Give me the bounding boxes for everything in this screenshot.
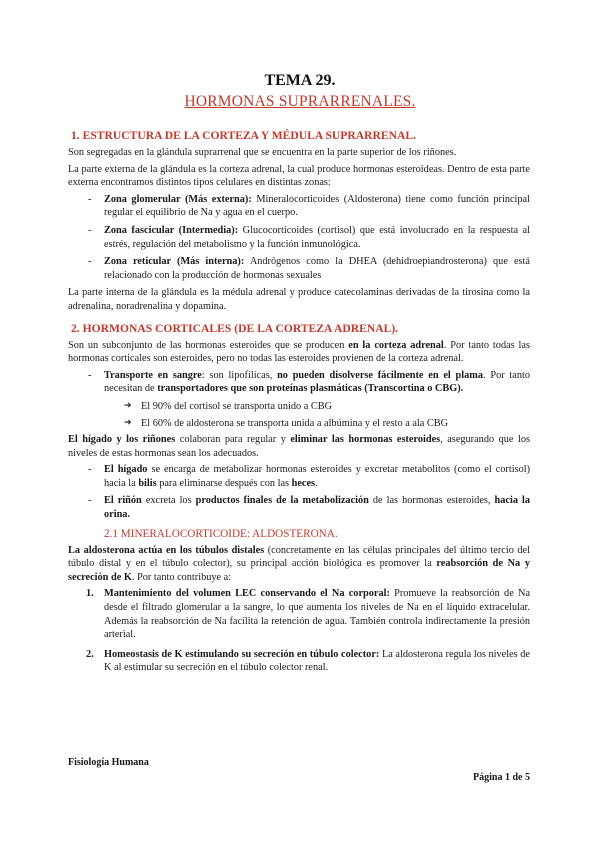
- text-run-bold: La aldosterona actúa en los túbulos distales: [68, 544, 265, 556]
- liver-item: [68, 463, 530, 490]
- text-run: . Por tanto contribuye a:: [131, 571, 232, 583]
- organs-list: [68, 463, 530, 521]
- zone-glomerular-item: [68, 193, 530, 220]
- kidney-item: [68, 494, 530, 521]
- text-run: Son un subconjunto de las hormonas esteroides que se producen: [68, 339, 349, 351]
- text-run: La aldosterona regula los niveles de K al estimular su secreción en el túbulo colector renal.: [104, 648, 530, 674]
- subsection-2-1-paragraph: [68, 544, 530, 585]
- zone-fascicular-item: [68, 224, 530, 251]
- arrow-right-icon: ➔: [124, 400, 132, 411]
- item-number: 2.: [86, 648, 94, 660]
- text-run: colaboran para regular y: [175, 434, 291, 446]
- item-number: 1.: [86, 588, 94, 600]
- text-run: , asegurando que los niveles de estas hormonas sean los adecuados.: [68, 434, 531, 459]
- text-run-bold: heces: [291, 477, 316, 489]
- text-run-bold: transportadores que son proteínas plasmáticas (Transcortina o CBG).: [157, 383, 464, 395]
- section-1-paragraph-3: La parte interna de la glándula es la médula adrenal y produce catecolaminas derivadas de la tirosina como la adrenalina, noradrenalina y dopamina.: [68, 287, 530, 312]
- text-run: : son lipofílicas,: [201, 369, 278, 381]
- arrow-item-text: El 60% de aldosterona se transporta unida a albúmina y el resto a ala CBG: [141, 417, 449, 429]
- subsection-2-1-heading: 2.1 MINERALOCORTICOIDE: ALDOSTERONA.: [104, 527, 338, 540]
- footer-course: Fisiología Humana: [68, 757, 149, 768]
- text-run: se encarga de metabolizar hormonas esteroides y excretar metabolitos (como el cortisol) hacia la: [104, 464, 531, 489]
- text-run: para eliminarse después con las: [156, 477, 292, 489]
- zone-text: Glucocorticoides (cortisol) que está involucrado en la respuesta al estrés, regulación del metabolismo y la función inmunológica.: [104, 224, 530, 250]
- document-title: HORMONAS SUPRARRENALES.: [184, 93, 416, 110]
- text-run-bold: El hígado: [104, 464, 148, 476]
- text-run-bold: El hígado y los riñones: [68, 434, 176, 446]
- text-run-bold: reabsorción de Na y secreción de K: [68, 558, 530, 583]
- zone-reticular-item: [68, 255, 530, 282]
- text-run: . Por tanto necesitan de: [104, 369, 531, 395]
- zone-label: Zona fascicular (Intermedia):: [104, 224, 239, 236]
- arrow-item-text: El 90% del cortisol se transporta unido a CBG: [141, 400, 333, 412]
- text-run-bold: El riñón: [104, 495, 142, 507]
- section-2-paragraph-1: [68, 339, 530, 366]
- topic-number: TEMA 29.: [264, 72, 336, 89]
- footer-page-number: Página 1 de 5: [473, 772, 530, 783]
- text-run-bold: Mantenimiento del volumen LEC conservando el Na corporal:: [104, 588, 390, 600]
- section-2-paragraph-2: [68, 433, 530, 460]
- text-run-bold: Homeostasis de K estimulando su secreción en túbulo colector:: [104, 648, 380, 660]
- zones-list: [68, 193, 530, 283]
- transport-item: [68, 369, 530, 396]
- aldosterone-effects-list: [68, 587, 530, 675]
- effect-item: [68, 648, 530, 675]
- text-run-bold: en la corteza adrenal: [348, 339, 444, 351]
- zone-text: Andrógenos como la DHEA (dehidroepiandrosterona) que está relacionado con la producción de hormonas sexuales: [104, 256, 530, 281]
- text-run: de las hormonas esteroides,: [368, 495, 495, 507]
- text-run-bold: eliminar las hormonas esteroides: [290, 434, 441, 446]
- zone-label: Zona glomerular (Más externa):: [104, 193, 252, 205]
- zone-label: Zona reticular (Más interna):: [104, 256, 245, 268]
- section-1-heading: 1. ESTRUCTURA DE LA CORTEZA Y MÉDULA SUPRARRENAL.: [71, 129, 416, 142]
- document-body: [68, 126, 530, 681]
- text-run: Promueve la reabsorción de Na desde el filtrado glomerular a la sangre, lo que aumenta los niveles de Na en el líquido extracelular. Además la reabsorción de Na facilita la retención de agua. También controla indirectamente la presión arterial.: [104, 588, 531, 641]
- zone-text: Mineralocorticoides (Aldosterona) tiene como función principal regular el equilibrio de Na y agua en el cuerpo.: [104, 193, 530, 219]
- transport-list: [68, 369, 530, 396]
- section-1-paragraph-1: Son segregadas en la glándula suprarrenal que se encuentra en la parte superior de los riñones.: [68, 147, 457, 158]
- section-2-heading: 2. HORMONAS CORTICALES (DE LA CORTEZA ADRENAL).: [71, 321, 399, 335]
- text-run: .: [315, 477, 318, 489]
- arrow-right-icon: ➔: [124, 417, 132, 428]
- transport-details-list: [68, 400, 530, 430]
- text-run-bold: no pueden disolverse fácilmente en el plama: [277, 369, 483, 381]
- text-run: . Por tanto todas las hormonas corticales son esteroides, pero no todas las esteroides provienen de la corteza adrenal.: [68, 339, 530, 365]
- text-run-bold: productos finales de la metabolización: [195, 495, 369, 507]
- section-1-paragraph-2: La parte externa de la glándula es la corteza adrenal, la cual produce hormonas esteroideas. Dentro de esta parte externa encontramos distintos tipos celulares en distintas zonas:: [68, 163, 530, 189]
- text-run-bold: bilis: [138, 477, 157, 489]
- arrow-item: [68, 400, 530, 414]
- text-run-bold: hacia la orina.: [104, 495, 531, 521]
- text-run-bold: Transporte en sangre: [104, 369, 202, 381]
- arrow-item: [68, 417, 530, 431]
- text-run: excreta los: [141, 495, 196, 507]
- text-run: (concretamente en las células principales del último tercio del túbulo distal y en el túbulo colector), su principal acción biológica es promover la: [68, 544, 530, 570]
- effect-item: [68, 587, 530, 641]
